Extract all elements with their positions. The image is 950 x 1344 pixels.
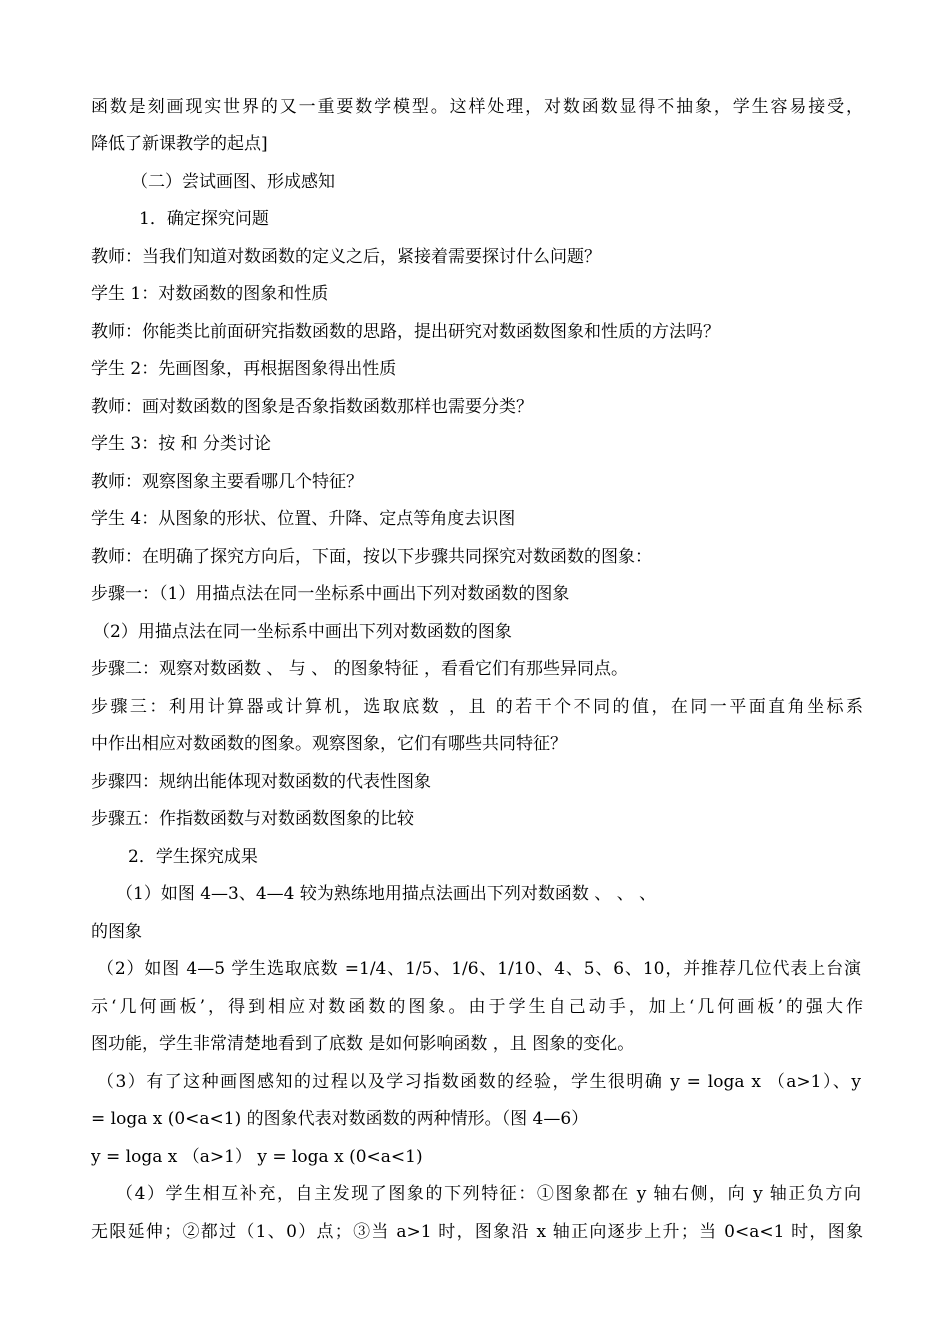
paragraph-line: 函数是刻画现实世界的又一重要数学模型。这样处理，对数函数显得不抽象，学生容易接受， (91, 97, 863, 117)
paragraph-line: （3）有了这种画图感知的过程以及学习指数函数的经验，学生很明确 y = loga x （a>1）、y (97, 1072, 861, 1092)
dialogue-line: 教师：画对数函数的图象是否象指数函数那样也需要分类？ (91, 397, 533, 417)
paragraph-line: 降低了新课教学的起点] (91, 134, 268, 154)
step-line: 步骤二：观察对数函数 、 与 、 的图象特征 ，看看它们有那些异同点。 (91, 659, 629, 679)
step-line: 步骤五：作指数函数与对数函数图象的比较 (91, 809, 414, 829)
paragraph-line: 图功能，学生非常清楚地看到了底数 是如何影响函数 ，且 图象的变化。 (91, 1034, 635, 1054)
paragraph-line: 无限延伸；②都过（1、0）点；③当 a>1 时，图象沿 x 轴正向逐步上升；当 0<a<1 时，图象 (91, 1222, 863, 1242)
dialogue-line: 教师：在明确了探究方向后，下面，按以下步骤共同探究对数函数的图象： (91, 547, 652, 567)
dialogue-line: 学生 2：先画图象，再根据图象得出性质 (91, 359, 397, 379)
step-line: （2）用描点法在同一坐标系中画出下列对数函数的图象 (93, 622, 512, 642)
dialogue-line: 学生 4：从图象的形状、位置、升降、定点等角度去识图 (91, 509, 516, 529)
dialogue-line: 教师：观察图象主要看哪几个特征？ (91, 472, 363, 492)
paragraph-line: （1）如图 4—3、4—4 较为熟练地用描点法画出下列对数函数 、 、 、 (116, 884, 657, 904)
step-line: 步骤一：（1）用描点法在同一坐标系中画出下列对数函数的图象 (91, 584, 570, 604)
paragraph-line: 的图象 (91, 922, 142, 942)
dialogue-line: 学生 3：按 和 分类讨论 (91, 434, 272, 454)
dialogue-line: 学生 1：对数函数的图象和性质 (91, 284, 329, 304)
step-line: 步骤四：规纳出能体现对数函数的代表性图象 (91, 772, 431, 792)
subsection-heading: 1．确定探究问题 (139, 209, 269, 229)
dialogue-line: 教师：你能类比前面研究指数函数的思路，提出研究对数函数图象和性质的方法吗？ (91, 322, 720, 342)
step-line: 步骤三：利用计算器或计算机，选取底数 ，且 的若干个不同的值，在同一平面直角坐标系 (91, 697, 863, 717)
subsection-heading: 2．学生探究成果 (128, 847, 258, 867)
paragraph-line: （2）如图 4—5 学生选取底数 =1/4、1/5、1/6、1/10、4、5、6、10，并推荐几位代表上台演 (97, 959, 861, 979)
section-heading: （二）尝试画图、形成感知 (131, 172, 335, 192)
paragraph-line: 示‘几何画板’，得到相应对数函数的图象。由于学生自己动手，加上‘几何画板’的强大作 (91, 997, 863, 1017)
paragraph-line: （4）学生相互补充，自主发现了图象的下列特征：①图象都在 y 轴右侧，向 y 轴正负方向 (116, 1184, 861, 1204)
paragraph-line: = loga x (0<a<1) 的图象代表对数函数的两种情形。（图 4—6） (91, 1109, 589, 1129)
figure-caption-line: y = loga x （a>1） y = loga x (0<a<1) (91, 1147, 423, 1167)
dialogue-line: 教师：当我们知道对数函数的定义之后，紧接着需要探讨什么问题？ (91, 247, 601, 267)
step-line: 中作出相应对数函数的图象。观察图象，它们有哪些共同特征？ (91, 734, 567, 754)
